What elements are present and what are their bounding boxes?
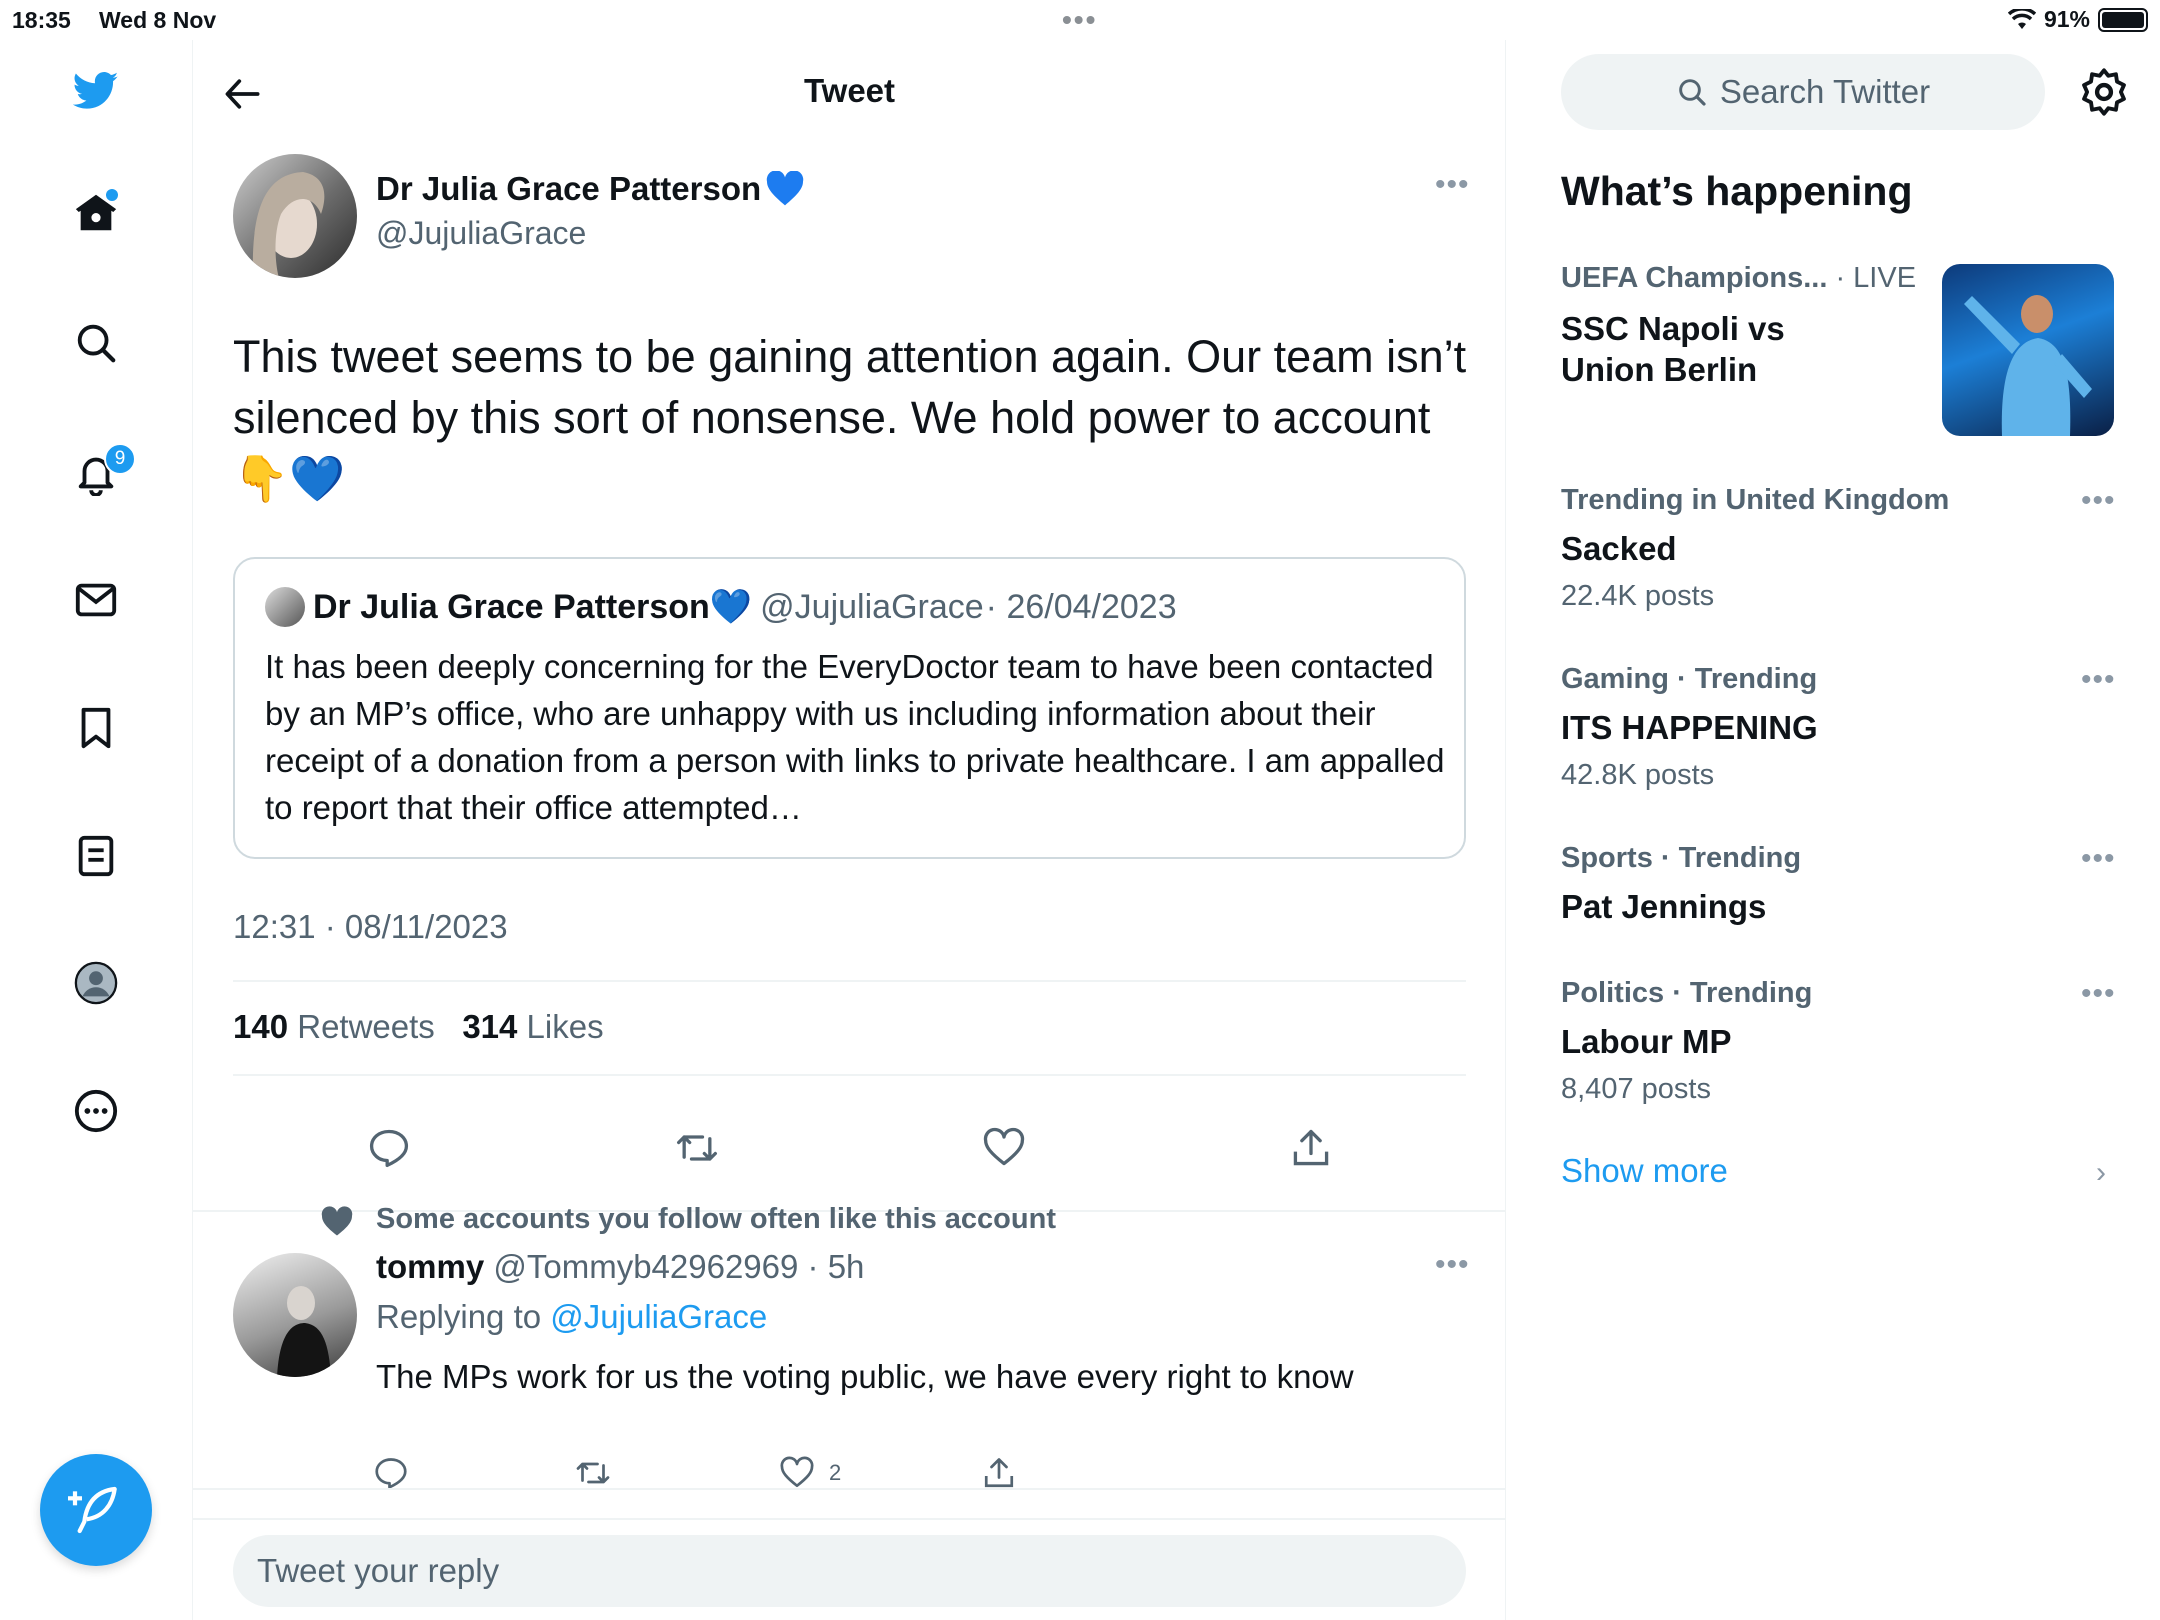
- quoted-author-handle: @JujuliaGrace: [760, 587, 984, 626]
- tweet-stats: [233, 1008, 604, 1046]
- trend-2-meta: Gaming · Trending: [1561, 663, 1818, 695]
- chevron-right-icon: ›: [2096, 1156, 2106, 1189]
- reply-more-options-icon[interactable]: •••: [1435, 1248, 1470, 1281]
- reply-bubble-icon: [373, 1455, 409, 1491]
- notification-badge: 9: [104, 443, 136, 475]
- home-icon[interactable]: [66, 183, 126, 243]
- reply-button[interactable]: [363, 1122, 415, 1174]
- divider: [233, 1074, 1466, 1076]
- live-event-meta: [1561, 262, 1916, 295]
- trend-2-more-icon[interactable]: •••: [2081, 663, 2116, 696]
- settings-gear-icon[interactable]: [2078, 66, 2130, 118]
- trend-4-more-icon[interactable]: •••: [2081, 977, 2116, 1010]
- author-avatar[interactable]: [233, 154, 357, 278]
- trend-4-count: 8,407 posts: [1561, 1073, 1711, 1105]
- quoted-tweet-header: [265, 587, 1177, 627]
- retweets-count: 140: [233, 1008, 289, 1045]
- battery-percent: 91%: [2043, 6, 2090, 32]
- show-more-link[interactable]: Show more: [1561, 1152, 1728, 1189]
- bookmarks-icon[interactable]: [66, 698, 126, 758]
- profile-avatar-icon[interactable]: [66, 953, 126, 1013]
- divider: [233, 980, 1466, 982]
- reply-author[interactable]: [376, 1248, 864, 1286]
- quoted-author-avatar: [265, 587, 305, 627]
- messages-envelope-icon[interactable]: [66, 570, 126, 630]
- blue-heart-emoji-icon: [765, 171, 805, 207]
- share-button[interactable]: [1285, 1122, 1337, 1174]
- wifi-icon: [2008, 9, 2036, 31]
- trend-1-count: 22.4K posts: [1561, 580, 1715, 612]
- battery-icon: [2098, 8, 2148, 32]
- trend-1-title[interactable]: Sacked: [1561, 530, 1677, 567]
- replying-to: [376, 1298, 767, 1336]
- multitasking-dots-icon[interactable]: •••: [1062, 4, 1098, 35]
- compose-tweet-button[interactable]: [40, 1454, 152, 1566]
- quoted-tweet-date: · 26/04/2023: [985, 587, 1177, 626]
- heart-icon: [982, 1126, 1026, 1170]
- search-input[interactable]: [1561, 54, 2045, 130]
- author-handle[interactable]: @JujuliaGrace: [376, 215, 587, 251]
- trend-4-meta: Politics · Trending: [1561, 977, 1813, 1009]
- share-upload-icon: [1289, 1126, 1333, 1170]
- heart-icon: [779, 1455, 815, 1491]
- trend-3-meta: Sports · Trending: [1561, 842, 1802, 874]
- trend-3-more-icon[interactable]: •••: [2081, 842, 2116, 875]
- replying-to-label: Replying to: [376, 1298, 542, 1335]
- trend-2-count: 42.8K posts: [1561, 759, 1715, 791]
- replying-to-handle-link[interactable]: @JujuliaGrace: [550, 1298, 768, 1335]
- search-placeholder: Search Twitter: [1719, 73, 1931, 110]
- section-divider: [193, 1518, 1506, 1520]
- compose-feather-icon: [68, 1482, 124, 1538]
- lists-icon[interactable]: [66, 826, 126, 886]
- likes-stat[interactable]: [462, 1008, 603, 1045]
- section-divider: [193, 1488, 1506, 1490]
- status-time: 18:35: [12, 7, 71, 33]
- reply-input-placeholder: Tweet your reply: [257, 1552, 500, 1589]
- retweet-button[interactable]: [671, 1122, 723, 1174]
- trend-1-meta: Trending in United Kingdom: [1561, 484, 1950, 516]
- reply-author-handle-time: @Tommyb42962969 · 5h: [493, 1248, 865, 1285]
- live-event-category: UEFA Champions...: [1561, 262, 1828, 294]
- whats-happening-heading: What’s happening: [1561, 168, 1913, 214]
- quoted-tweet-text: It has been deeply concerning for the EveryDoctor team to have been contacted by an MP’s office, who are unhappy with us including information about their receipt of a donation from a person with links to private healthcare. I am appalled to report that their office attempted…: [265, 648, 1445, 826]
- author-name[interactable]: [376, 170, 805, 208]
- reply-author-name: tommy: [376, 1248, 485, 1285]
- quoted-tweet[interactable]: [233, 557, 1466, 859]
- social-context-heart-icon: [319, 1204, 355, 1240]
- live-event-title[interactable]: [1561, 308, 1785, 390]
- live-event-thumbnail[interactable]: [1942, 264, 2114, 436]
- more-options-icon[interactable]: [66, 1081, 126, 1141]
- live-event-title-line1: SSC Napoli vs: [1561, 310, 1785, 347]
- retweets-label: Retweets: [297, 1008, 435, 1045]
- reply-like-count: 2: [829, 1460, 842, 1485]
- reply-author-avatar[interactable]: [233, 1253, 357, 1377]
- tweet-timestamp[interactable]: 12:31 · 08/11/2023: [233, 908, 508, 945]
- reply-text: The MPs work for us the voting public, we have every right to know: [376, 1358, 1354, 1395]
- retweets-stat[interactable]: [233, 1008, 435, 1045]
- author-name-text: Dr Julia Grace Patterson: [376, 170, 762, 207]
- trend-4-title[interactable]: Labour MP: [1561, 1023, 1732, 1060]
- reply-input[interactable]: [233, 1535, 1466, 1607]
- trend-3-title[interactable]: Pat Jennings: [1561, 888, 1767, 925]
- trend-1-more-icon[interactable]: •••: [2081, 484, 2116, 517]
- left-navigation: [0, 40, 193, 1620]
- home-new-dot: [106, 189, 118, 201]
- page-title: Tweet: [803, 72, 896, 109]
- quoted-author-name: Dr Julia Grace Patterson💙: [313, 588, 753, 626]
- right-sidebar: [1506, 40, 2160, 1620]
- social-context-label: Some accounts you follow often like this account: [376, 1203, 1056, 1235]
- main-column: [193, 40, 1506, 1620]
- tweet-more-options-icon[interactable]: •••: [1435, 168, 1470, 201]
- trend-2-title[interactable]: ITS HAPPENING: [1561, 709, 1818, 746]
- likes-count: 314: [462, 1008, 518, 1045]
- status-right: [2008, 6, 2148, 33]
- likes-label: Likes: [526, 1008, 604, 1045]
- twitter-logo-icon[interactable]: [66, 60, 126, 120]
- share-upload-icon: [981, 1455, 1017, 1491]
- retweet-icon: [575, 1455, 611, 1491]
- search-icon: [1676, 76, 1708, 108]
- status-bar: [0, 0, 2160, 40]
- status-date: Wed 8 Nov: [99, 7, 217, 33]
- live-label: · LIVE: [1835, 262, 1917, 294]
- search-icon[interactable]: [66, 313, 126, 373]
- reply-bubble-icon: [367, 1126, 411, 1170]
- tweet-text: This tweet seems to be gaining attention again. Our team isn’t silenced by this sort of nonsense. We hold power to account 👇💙: [233, 331, 1467, 504]
- retweet-icon: [675, 1126, 719, 1170]
- notifications-bell-icon[interactable]: [66, 443, 126, 503]
- like-button[interactable]: [978, 1122, 1030, 1174]
- live-event-title-line2: Union Berlin: [1561, 351, 1758, 388]
